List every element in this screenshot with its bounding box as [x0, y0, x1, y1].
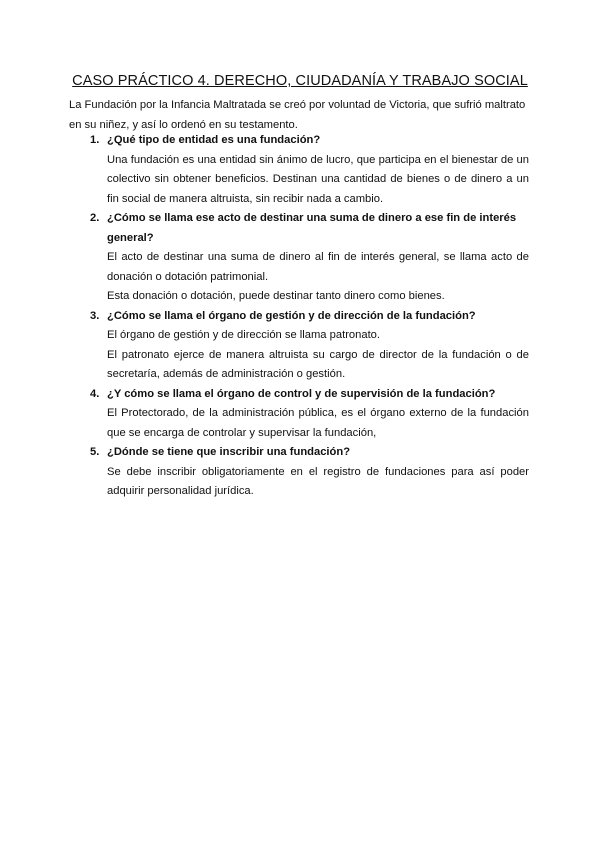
answer-paragraph: Una fundación es una entidad sin ánimo de lucro, que participa en el bienestar de un colectivo sin obtener beneficios. Destinan una cantidad de bienes o de dinero a un fin social de manera altruista, sin recibir nada a cambio. [107, 153, 529, 205]
answer-paragraph: El órgano de gestión y de dirección se llama patronato. [107, 329, 381, 341]
question-number: 2. [90, 212, 100, 224]
question-number: 1. [90, 134, 100, 146]
question-number: 5. [90, 446, 100, 458]
question-number: 4. [90, 387, 100, 400]
question-text: ¿Y cómo se llama el órgano de control y de supervisión de la fundación? [107, 387, 496, 400]
question-list [72, 131, 529, 502]
answer-paragraph: El patronato ejerce de manera altruista su cargo de director de la fundación o de secretaría, además de administración o gestión. [107, 348, 529, 380]
answer-paragraph: El acto de destinar una suma de dinero al fin de interés general, se llama acto de donación o dotación patrimonial. [107, 251, 529, 283]
question-item [72, 131, 529, 209]
question-item [72, 209, 529, 307]
intro-paragraph: La Fundación por la Infancia Maltratada se creó por voluntad de Victoria, que sufrió maltrato en su niñez, y así lo ordenó en su testamento. [69, 99, 526, 131]
question-text: ¿Dónde se tiene que inscribir una fundación? [107, 446, 351, 458]
question-item [72, 307, 529, 385]
question-text: ¿Cómo se llama el órgano de gestión y de dirección de la fundación? [107, 309, 476, 322]
document-title: CASO PRÁCTICO 4. DERECHO, CIUDADANÍA Y TRABAJO SOCIAL [72, 73, 528, 89]
question-number: 3. [90, 309, 100, 322]
answer-paragraph: El Protectorado, de la administración pública, es el órgano externo de la fundación que se encarga de controlar y supervisar la fundación, [107, 407, 529, 439]
answer-paragraph: Esta donación o dotación, puede destinar tanto dinero como bienes. [107, 290, 445, 302]
answer-paragraph: Se debe inscribir obligatoriamente en el registro de fundaciones para así poder adquirir personalidad jurídica. [107, 465, 529, 497]
question-item [72, 443, 529, 502]
question-text: ¿Qué tipo de entidad es una fundación? [107, 134, 321, 146]
question-item [72, 385, 529, 444]
question-text: ¿Cómo se llama ese acto de destinar una suma de dinero a ese fin de interés general? [107, 212, 517, 244]
